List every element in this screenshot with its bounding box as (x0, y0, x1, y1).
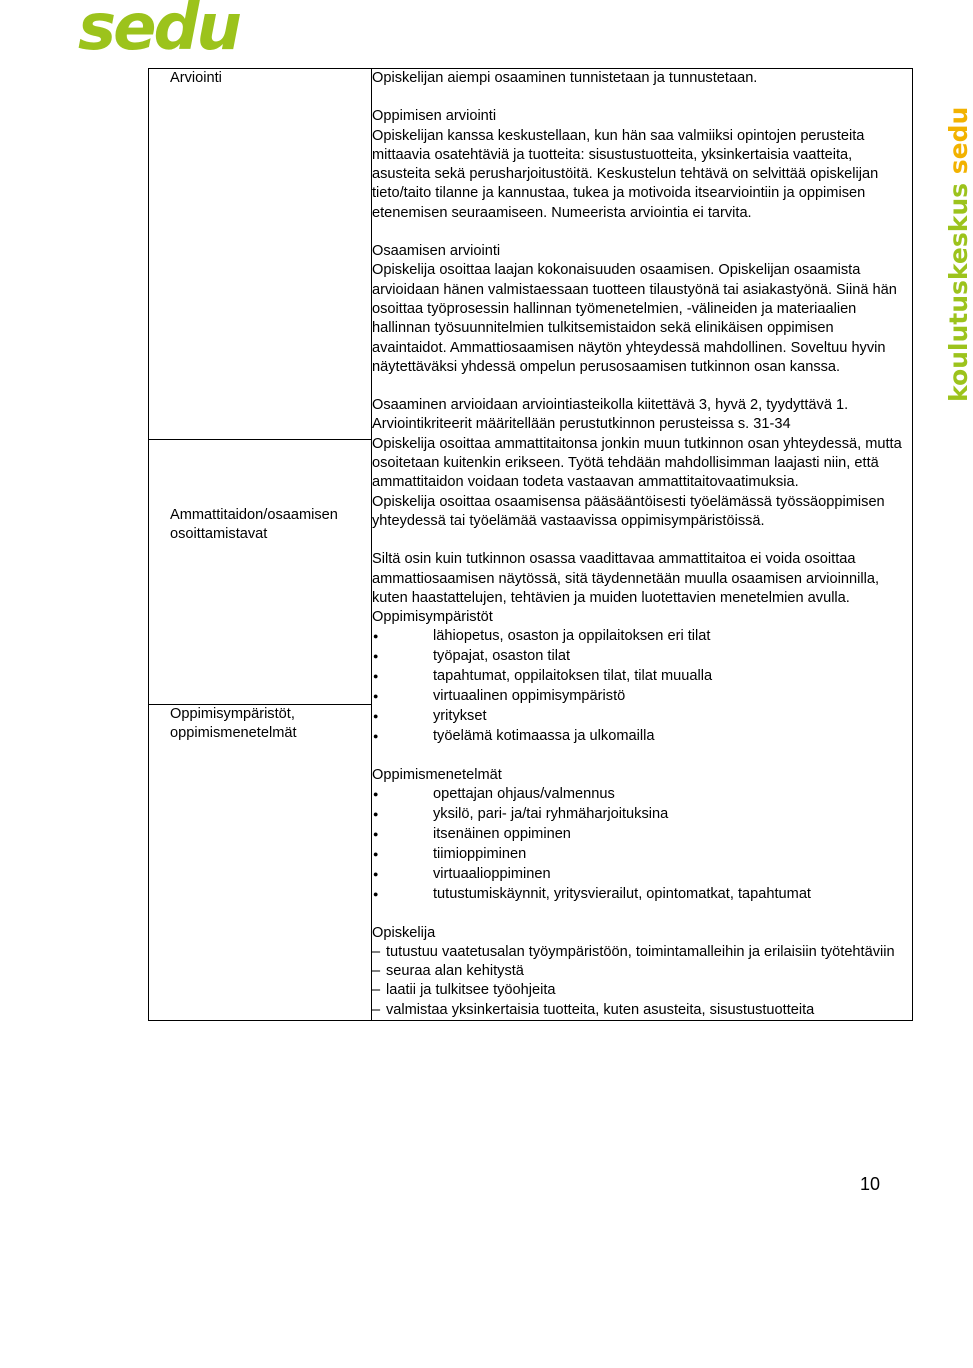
row-label-arviointi: Arviointi (170, 70, 222, 86)
list-item: ● virtuaalioppiminen (372, 865, 912, 885)
list-item: ● tiimioppiminen (372, 845, 912, 865)
row-label-osoittamistavat: Ammattitaidon/osaamisen osoittamistavat (170, 507, 338, 543)
list-item: ● yksilö, pari- ja/tai ryhmäharjoituksina (372, 805, 912, 825)
page-number: 10 (860, 1174, 881, 1194)
list-heading: Oppimisympäristöt (372, 609, 493, 626)
curriculum-table (148, 68, 913, 1021)
list-item: – valmistaa yksinkertaisia tuotteita, kuten asusteita, sisustustuotteita (372, 1001, 912, 1020)
content-cell (372, 69, 913, 1021)
sedu-logo: sedu (78, 0, 239, 65)
paragraph: Opiskelija osoittaa laajan kokonaisuuden osaamisen. Opiskelijan osaamista arvioidaan hänen valmistaessaan tuotteen tilaustyönä tai asiakastyönä. Siinä hän osoittaa työprosessin hallinnan työmenetelmien, -välineiden ja materiaalien hallinnan työsuunnitelmien tulkitsemistaidon sekä elinikäisen oppimisen avaintaidot. Ammattiosaamisen näytön yhteydessä mahdollinen. Soveltuu hyvin näytettäväksi yhdessä ompelun perusosaamisen tutkinnon osan kanssa. (372, 262, 897, 375)
list-item: ● itsenäinen oppiminen (372, 825, 912, 845)
student-list (372, 943, 912, 1020)
row-label-oppimisymparistot: Oppimisympäristöt, oppimismenetelmät (170, 705, 297, 741)
intro-text: Opiskelijan aiempi osaaminen tunnistetaan ja tunnustetaan. (372, 70, 758, 86)
method-list (372, 785, 912, 904)
table-row (149, 69, 913, 440)
label-cell (149, 440, 372, 1021)
list-item: ● työelämä kotimaassa ja ulkomailla (372, 727, 912, 747)
paragraph: Siltä osin kuin tutkinnon osassa vaadittavaa ammattitaitoa ei voida osoittaa ammattiosaamisen näytössä, sitä täydennetään muulla osaamisen arvioinnilla, kuten haastattelujen, tehtävien ja muiden luotettavien menetelmien avulla. (372, 551, 879, 606)
side-brand-text: koulutuskeskus (944, 182, 973, 402)
side-brand-logo (945, 107, 973, 402)
environment-list (372, 627, 912, 746)
paragraph: Opiskelija osoittaa osaamisensa pääsääntöisesti työelämässä työssäoppimisen yhteydessä tai työelämää vastaavissa oppimisympäristöissä. (372, 493, 885, 529)
list-heading: Oppimismenetelmät (372, 766, 502, 783)
paragraph: Osaaminen arvioidaan arviointiasteikolla kiitettävä 3, hyvä 2, tyydyttävä 1. Arviointikriteerit määritellään perustutkinnon perusteissa s. 31-34 (372, 397, 849, 433)
section-heading: Oppimisen arviointi (372, 108, 497, 125)
list-item: – laatii ja tulkitsee työohjeita (372, 981, 912, 1000)
list-item: ● opettajan ohjaus/valmennus (372, 785, 912, 805)
list-item: ● lähiopetus, osaston ja oppilaitoksen eri tilat (372, 627, 912, 647)
paragraph: Opiskelijan kanssa keskustellaan, kun hän saa valmiiksi opintojen perusteita mittaavia osatehtäviä ja tuotteita: sisustustuotteita, yksinkertaisia vaatteita, asusteita sekä perusharjoitustöitä. Keskustelun tehtävä on selvittää opiskelijan tieto/taito tilanne ja kannustaa, tukea ja motivoida itsearviointiin ja oppimisen etenemisen seuraamiseen. Numeerista arviointia ei tarvita. (372, 127, 879, 221)
paragraph: Opiskelija osoittaa ammattitaitonsa jonkin muun tutkinnon osan yhteydessä, mutta osoitetaan kuitenkin erikseen. Työtä tehdään mahdollisimman laajasti niin, että ammattitaidon voidaan todeta vastaavan ammattitaitovaatimuksia. (372, 435, 902, 491)
section-heading: Osaamisen arviointi (372, 243, 501, 260)
label-cell (149, 69, 372, 440)
list-item: ● työpajat, osaston tilat (372, 647, 912, 667)
list-item: ● tutustumiskäynnit, yritysvierailut, opintomatkat, tapahtumat (372, 885, 912, 905)
list-item: ● tapahtumat, oppilaitoksen tilat, tilat muualla (372, 667, 912, 687)
list-item: – seuraa alan kehitystä (372, 962, 912, 981)
side-brand-accent: sedu (944, 106, 973, 175)
list-item: ● virtuaalinen oppimisympäristö (372, 687, 912, 707)
list-item: – tutustuu vaatetusalan työympäristöön, toimintamalleihin ja erilaisiin työtehtäviin (372, 943, 912, 962)
list-heading: Opiskelija (372, 924, 436, 941)
list-item: ● yritykset (372, 707, 912, 727)
